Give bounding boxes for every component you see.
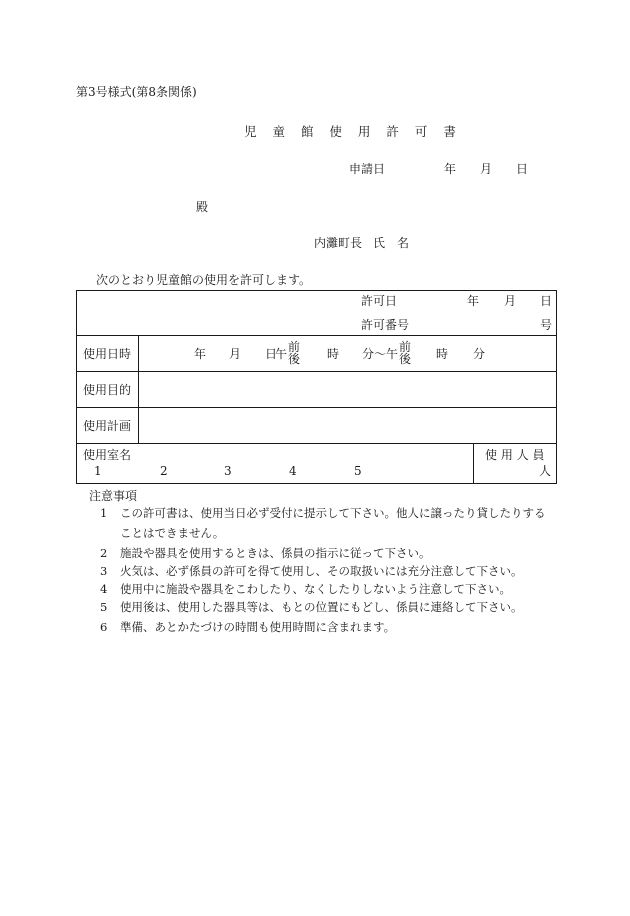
room-number-1: 1 bbox=[94, 464, 102, 478]
headcount-column-divider bbox=[473, 443, 474, 483]
start-gozen-char: 午 bbox=[275, 347, 288, 361]
table-rule-1 bbox=[76, 335, 557, 336]
application-date-label: 申請日 bbox=[349, 162, 386, 176]
usage-month-unit: 月 bbox=[229, 347, 242, 361]
start-pm-option: 後 bbox=[287, 352, 300, 366]
permit-form-table bbox=[76, 290, 557, 484]
permit-date-label: 許可日 bbox=[361, 294, 398, 308]
table-border-left bbox=[76, 290, 77, 484]
room-number-4: 4 bbox=[289, 464, 297, 478]
issuer-name-label: 氏 名 bbox=[373, 236, 410, 250]
note-number: 3 bbox=[100, 564, 108, 578]
note-number: 5 bbox=[100, 600, 108, 614]
note-number: 1 bbox=[100, 506, 108, 520]
end-am-option: 前 bbox=[398, 340, 411, 354]
usage-year-unit: 年 bbox=[194, 347, 207, 361]
note-number: 6 bbox=[100, 620, 108, 634]
table-rule-4 bbox=[76, 443, 557, 444]
end-gozen-char: 午 bbox=[386, 347, 399, 361]
note-number: 4 bbox=[100, 582, 108, 596]
end-pm-option: 後 bbox=[398, 352, 411, 366]
range-tilde: 〜 bbox=[374, 347, 387, 361]
note-text: 施設や器具を使用するときは、係員の指示に従って下さい。 bbox=[120, 546, 431, 560]
end-ampm-selector bbox=[398, 341, 412, 365]
usage-plan-label: 使用計画 bbox=[83, 419, 132, 433]
form-id: 第3号様式(第8条関係) bbox=[76, 85, 197, 99]
intro-text: 次のとおり児童館の使用を許可します。 bbox=[96, 273, 312, 287]
label-column-divider bbox=[138, 335, 139, 443]
note-item bbox=[98, 582, 568, 596]
headcount-label: 使 用 人 員 bbox=[485, 448, 545, 462]
note-text: この許可書は、使用当日必ず受付に提示して下さい。他人に譲ったり貸したりすることはできません。 bbox=[120, 506, 546, 540]
note-item bbox=[98, 506, 568, 543]
addressee-honorific: 殿 bbox=[196, 200, 209, 214]
notes-heading: 注意事項 bbox=[89, 489, 138, 503]
permit-month-unit: 月 bbox=[504, 294, 517, 308]
table-rule-2 bbox=[76, 371, 557, 372]
usage-datetime-label: 使用日時 bbox=[83, 347, 132, 361]
permit-number-label: 許可番号 bbox=[361, 318, 410, 332]
application-year-unit: 年 bbox=[444, 162, 457, 176]
room-name-label: 使用室名 bbox=[83, 448, 132, 462]
end-minute-unit: 分 bbox=[473, 347, 486, 361]
application-month-unit: 月 bbox=[480, 162, 493, 176]
note-item bbox=[98, 620, 568, 634]
end-hour-unit: 時 bbox=[436, 347, 449, 361]
note-item bbox=[98, 546, 568, 560]
issuer-title: 内灘町長 bbox=[314, 236, 363, 250]
usage-purpose-label: 使用目的 bbox=[83, 383, 132, 397]
headcount-unit: 人 bbox=[539, 464, 552, 478]
usage-day-unit: 日 bbox=[265, 347, 278, 361]
start-am-option: 前 bbox=[287, 340, 300, 354]
table-rule-3 bbox=[76, 407, 557, 408]
permit-number-suffix: 号 bbox=[540, 318, 553, 332]
note-number: 2 bbox=[100, 546, 108, 560]
start-ampm-selector bbox=[287, 341, 301, 365]
note-text: 火気は、必ず係員の許可を得て使用し、その取扱いには充分注意して下さい。 bbox=[120, 564, 523, 578]
table-border-top bbox=[76, 290, 557, 291]
room-number-2: 2 bbox=[160, 464, 168, 478]
room-number-3: 3 bbox=[224, 464, 232, 478]
note-text: 使用中に施設や器具をこわしたり、なくしたりしないよう注意して下さい。 bbox=[120, 582, 511, 596]
note-item bbox=[98, 564, 568, 578]
permit-year-unit: 年 bbox=[467, 294, 480, 308]
start-minute-unit: 分 bbox=[362, 347, 375, 361]
room-number-5: 5 bbox=[354, 464, 362, 478]
table-border-bottom bbox=[76, 483, 557, 484]
note-text: 準備、あとかたづけの時間も使用時間に含まれます。 bbox=[120, 620, 396, 634]
application-day-unit: 日 bbox=[516, 162, 529, 176]
note-item bbox=[98, 600, 568, 614]
permit-day-unit: 日 bbox=[540, 294, 553, 308]
table-border-right bbox=[556, 290, 557, 484]
note-text: 使用後は、使用した器具等は、もとの位置にもどし、係員に連絡して下さい。 bbox=[120, 600, 523, 614]
start-hour-unit: 時 bbox=[327, 347, 340, 361]
page-title: 児 童 館 使 用 許 可 書 bbox=[244, 124, 462, 139]
